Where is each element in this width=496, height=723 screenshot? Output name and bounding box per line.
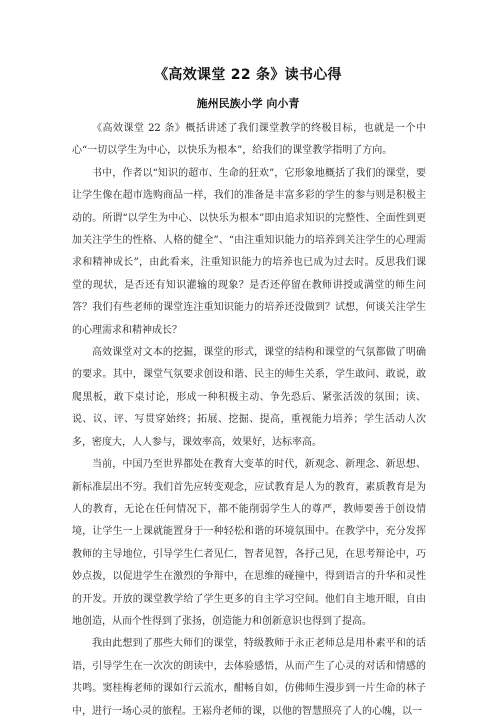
paragraph-5: 我由此想到了那些大师们的课堂，特级教师于永正老师总是用朴素平和的话语，引导学生在一次次的朗读中，去体验感悟，从而产生了心灵的对话和情感的共鸣。窦桂梅老师的课如行云流水，酣畅自如，仿佛师生漫步到一片生命的林子中，进行一场心灵的旅程。王崧舟老师的课，以他的智慧照亮了人的心魄，以一 bbox=[72, 638, 426, 717]
paragraph-2: 书中，作者以“知识的超市、生命的狂欢”，它形象地概括了我们的课堂，要让学生像在超市选购商品一样，我们的准备是丰富多彩的学生的参与则是积极主动的。所谓“以学生为中心、以快乐为根本”即由追求知识的完整性、全面性到更加关注学生的性格、人格的健全”、“由注重知识能力的培养到关注学生的心理需求和精神成长”，由此看来，注重知识能力的培养也已成为过去时。反思我们课堂的现状，是否还有知识灌输的现象？是否还停留在教师讲授或满堂的师生问答？我们有些老师的课堂连注重知识能力的培养还没做到？试想，何谈关注学生的心理需求和精神成长？ bbox=[72, 167, 426, 336]
paragraph-4: 当前，中国乃至世界都处在教育大变革的时代，新观念、新理念、新思想、新标准层出不穷。我们首先应转变观念，应试教育是人为的教育，素质教育是为人的教育，无论在任何情况下，都不能削弱学生人的尊严，教师要善于创设情境，让学生一上课就能置身于一种轻松和谐的环境氛围中。在教学中，充分发挥教师的主导地位，引导学生仁者见仁，智者见智，各抒己见，在思考辩论中，巧妙点拨，以促进学生在激烈的争辩中，在思维的碰撞中，得到语言的升华和灵性的开发。开放的课堂教学给了学生更多的自主学习空间。他们自主地开眼，自由地创造，从而个性得到了张扬，创造能力和创新意识也得到了提高。 bbox=[72, 459, 426, 627]
document-title: 《高效课堂 22 条》读书心得 bbox=[154, 67, 342, 83]
document-body bbox=[72, 118, 426, 723]
paragraph-3: 高效课堂对文本的挖掘，课堂的形式，课堂的结构和课堂的气氛都做了明确的要求。其中，课堂气氛要求创设和谐、民主的师生关系，学生敢问、敢说，敢爬黑板，敢下桌讨论，形成一种积极主动、争先恐后、紧张活泼的氛围；读、说、议、评、写贯穿始终；拓展、挖掘、提高，重视能力培养；学生活动人次多，密度大，人人参与，课效率高，效果好，达标率高。 bbox=[72, 347, 426, 448]
paragraph-1: 《高效课堂 22 条》概括讲述了我们课堂教学的终极目标，也就是一个中心“一切以学生为中心，以快乐为根本”，给我们的课堂教学指明了方向。 bbox=[72, 123, 426, 157]
document-author: 施州民族小学 向小青 bbox=[196, 97, 300, 110]
